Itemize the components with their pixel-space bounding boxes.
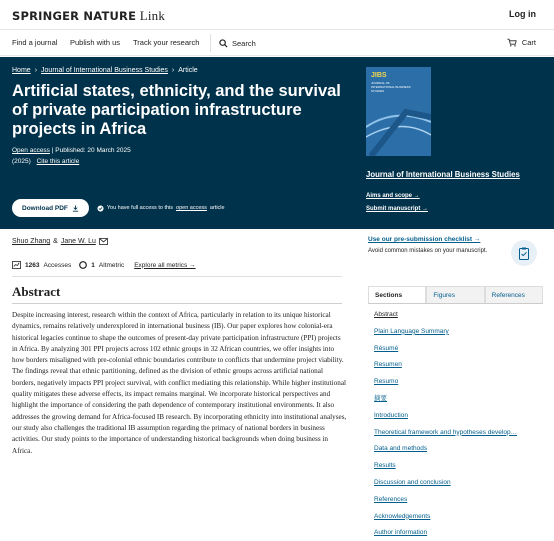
article-hero [0,57,554,229]
cart-icon [507,38,517,47]
accesses-label: Accesses [43,261,72,269]
journal-cover[interactable] [366,67,431,156]
aims-scope-link[interactable]: Aims and scope → [366,193,420,199]
download-icon [72,205,79,212]
nav-publish[interactable]: Publish with us [70,38,121,47]
sidebar-tabs [368,286,543,304]
email-icon[interactable] [99,238,108,245]
toc-item-abstract[interactable]: Abstract [374,311,398,318]
breadcrumb-separator: › [171,67,175,74]
access-note-link[interactable]: open access [176,205,207,211]
presubmission-link[interactable]: Use our pre-submission checklist → [368,236,481,243]
brand-link: Link [139,8,166,23]
published-date: Published: 20 March 2025 [55,147,131,154]
journal-name-link[interactable]: Journal of International Business Studies [366,170,520,179]
hero-left [12,67,352,167]
abstract-text: Despite increasing interest, research within the context of Africa, particularly in relation to its unique historical dynamics, remains relatively underexplored in international business (IB). Our paper explores how colonial-era historical legacies continue to shape the outcomes of present-day private participation infrastructure (PPI) projects in Africa. By analyzing 301 PPI projects across 102 ethnic groups in 32 African countries, we offer insights into how borders misaligned with pre-colonial ethnic boundaries contribute to conflicts that undermine project viability. The findings reveal that ethnic partitioning, defined as the division of ethnic groups across artificial national borders, negatively impacts PPI project survival, with conflict mediating this relationship. While higher institutional quality mitigates these adverse effects, its impact remains marginal. We incorporate historical perspectives and highlight the importance of considering the path dependence of contemporary institutional environments. It also addresses the growing demand for Africa-focused IB research. By incorporating ethnicity into institutional analyses, our study also challenges the traditional IB assumption regarding the primacy of national borders in business activities. Our study points to the importance of understanding historical backgrounds when doing business in Africa. [12,311,347,455]
author-link[interactable]: Jane W. Lu [60,238,96,245]
altmetric-icon [79,261,87,269]
toc-item-resume[interactable]: Résumé [374,344,399,352]
meta-separator: | [51,147,56,154]
toc-item-discussion[interactable]: Discussion and conclusion [374,478,451,486]
toc-item-references[interactable]: References [374,495,408,503]
download-pdf-label: Download PDF [22,204,68,212]
open-access-link[interactable]: Open access [12,147,50,154]
author-list [12,238,108,245]
breadcrumb-current: Article [178,67,198,74]
access-note-prefix: You have full access to this [106,205,174,211]
breadcrumb-journal[interactable]: Journal of International Business Studies [41,67,168,74]
toc-item-introduction[interactable]: Introduction [374,411,408,419]
breadcrumb [12,67,352,74]
access-note [97,205,225,212]
search-label: Search [232,38,256,48]
login-link[interactable]: Log in [509,9,536,19]
toc-item-plain-language-summary[interactable]: Plain Language Summary [374,327,449,335]
download-pdf-button[interactable] [12,199,89,217]
author-separator: & [53,238,58,245]
tab-figures[interactable]: Figures [426,286,484,303]
breadcrumb-home[interactable]: Home [12,67,31,74]
breadcrumb-separator: › [34,67,38,74]
journal-links [366,193,546,212]
accesses-icon [12,261,21,269]
altmetric-label: Altmetric [98,261,125,269]
brand-springer-nature: SPRINGER NATURE [12,9,137,23]
presubmission-checklist [368,236,543,256]
toc-item-chinese-abstract[interactable]: 摘要 [374,394,387,402]
section-toc [374,310,542,541]
checklist-icon [511,240,537,266]
cover-title: JIBS [371,72,387,79]
article-metrics [12,261,196,269]
toc-item-results[interactable]: Results [374,462,396,470]
search-button[interactable] [210,34,256,52]
toc-item-data-methods[interactable]: Data and methods [374,445,428,453]
toc-item-theoretical-framework[interactable]: Theoretical framework and hypotheses develop… [374,428,518,436]
site-logo[interactable] [12,8,165,24]
access-note-suffix: article [209,205,225,211]
article-meta [12,145,352,167]
download-row [12,199,225,217]
cart-button[interactable] [507,38,536,47]
toc-item-resumen[interactable]: Resumen [374,361,402,369]
cart-label: Cart [521,38,536,47]
cite-link[interactable]: Cite this article [36,158,80,165]
abstract-heading: Abstract [12,284,61,299]
tab-sections[interactable]: Sections [368,286,426,303]
main-nav [0,30,554,56]
journal-sidebar [366,67,546,219]
article-year: (2025) [12,158,31,165]
explore-metrics-link[interactable]: Explore all metrics → [134,261,196,269]
article-title: Artificial states, ethnicity, and the survival of private participation infrastructure projects in Africa [12,82,341,138]
nav-find-journal[interactable]: Find a journal [12,38,58,47]
search-icon [219,39,228,48]
abstract-divider [12,303,342,304]
divider [12,276,342,277]
tab-references[interactable]: References [485,286,543,303]
toc-item-acknowledgements[interactable]: Acknowledgements [374,512,431,520]
nav-track-research[interactable]: Track your research [133,38,200,47]
toc-item-author-information[interactable]: Author information [374,529,428,537]
presubmission-desc: Avoid common mistakes on your manuscript. [368,248,488,254]
author-link[interactable]: Shuo Zhang [12,238,51,245]
submit-manuscript-link[interactable]: Submit manuscript → [366,206,429,212]
accesses-count: 1263 [25,261,40,269]
altmetric-count: 1 [91,261,95,269]
cover-subtitle: JOURNAL OF INTERNATIONAL BUSINESS STUDIES [371,81,411,93]
toc-item-resumo[interactable]: Resumo [374,378,399,386]
top-header [0,0,554,30]
check-circle-icon [97,205,104,212]
